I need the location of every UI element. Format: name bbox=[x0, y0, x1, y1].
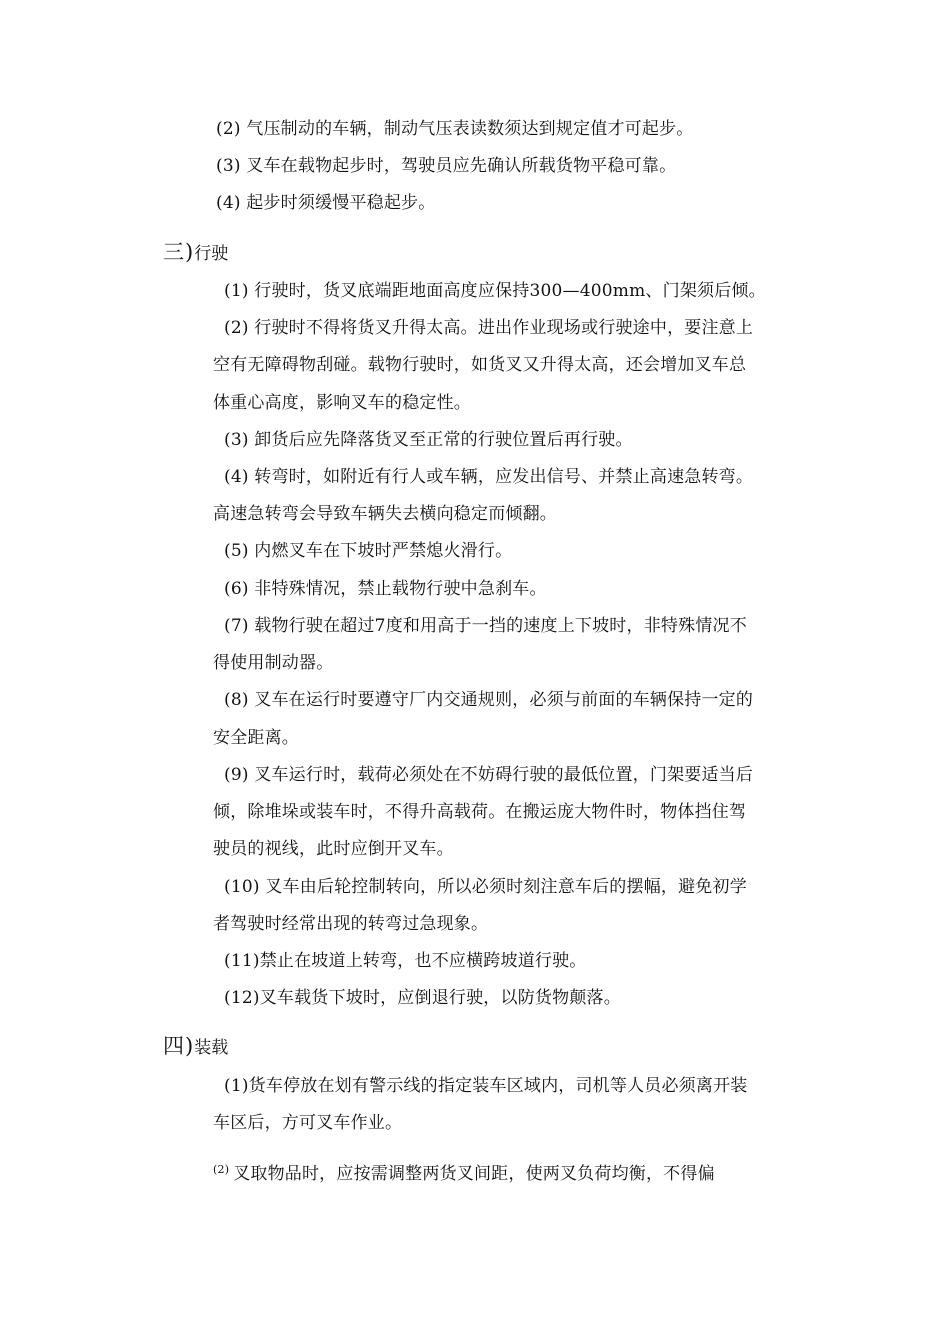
paragraph-line: (11)禁止在坡道上转弯，也不应横跨坡道行驶。 bbox=[224, 951, 587, 971]
paragraph-line: 得使用制动器。 bbox=[213, 653, 334, 673]
paragraph-line: 高速急转弯会导致车辆失去横向稳定而倾翻。 bbox=[213, 504, 557, 524]
paragraph-line: 体重心高度，影响叉车的稳定性。 bbox=[213, 393, 471, 413]
section-heading-loading bbox=[163, 1035, 228, 1059]
section-title: 装载 bbox=[194, 1038, 229, 1058]
paragraph-line: (1)货车停放在划有警示线的指定装车区域内，司机等人员必须离开装 bbox=[224, 1076, 748, 1096]
paragraph-line: 安全距离。 bbox=[213, 728, 299, 748]
paragraph-line: (2) 行驶时不得将货叉升得太高。进出作业现场或行驶途中，要注意上 bbox=[224, 318, 754, 338]
paragraph-line: (3) 卸货后应先降落货叉至正常的行驶位置后再行驶。 bbox=[224, 430, 633, 450]
paragraph-line: 空有无障碍物刮碰。载物行驶时，如货叉又升得太高，还会增加叉车总 bbox=[213, 355, 747, 375]
paragraph-line: (12)叉车载货下坡时，应倒退行驶，以防货物颠落。 bbox=[224, 988, 621, 1008]
item-text: 叉取物品时，应按需调整两货叉间距，使两叉负荷均衡，不得偏 bbox=[233, 1164, 715, 1184]
paragraph-line: (10) 叉车由后轮控制转向，所以必须时刻注意车后的摆幅，避免初学 bbox=[224, 877, 747, 897]
paragraph-line: 者驾驶时经常出现的转弯过急现象。 bbox=[213, 914, 489, 934]
paragraph-line: (5) 内燃叉车在下坡时严禁熄火滑行。 bbox=[224, 541, 513, 561]
paragraph-line-partial bbox=[213, 1160, 715, 1184]
paragraph-line: (9) 叉车运行时，载荷必须处在不妨碍行驶的最低位置，门架要适当后 bbox=[224, 765, 754, 785]
item-marker: (2) bbox=[213, 1163, 230, 1176]
section-number: 四) bbox=[163, 1034, 195, 1058]
paragraph-line: (3) 叉车在载物起步时，驾驶员应先确认所载货物平稳可靠。 bbox=[216, 156, 677, 176]
paragraph-line: (2) 气压制动的车辆，制动气压表读数须达到规定值才可起步。 bbox=[216, 119, 694, 139]
paragraph-line: (4) 起步时须缓慢平稳起步。 bbox=[216, 193, 436, 213]
paragraph-line: (8) 叉车在运行时要遵守厂内交通规则，必须与前面的车辆保持一定的 bbox=[224, 690, 754, 710]
paragraph-line: (7) 载物行驶在超过7度和用高于一挡的速度上下坡时，非特殊情况不 bbox=[224, 616, 747, 636]
section-number: 三) bbox=[163, 240, 195, 264]
paragraph-line: (1) 行驶时，货叉底端距地面高度应保持300—400mm、门架须后倾。 bbox=[224, 281, 766, 301]
section-title: 行驶 bbox=[194, 244, 229, 264]
paragraph-line: 驶员的视线，此时应倒开叉车。 bbox=[213, 839, 454, 859]
section-heading-driving bbox=[163, 241, 228, 265]
paragraph-line: (4) 转弯时，如附近有行人或车辆，应发出信号、并禁止高速急转弯。 bbox=[224, 467, 754, 487]
paragraph-line: 车区后，方可叉车作业。 bbox=[213, 1113, 403, 1133]
paragraph-line: 倾，除堆垛或装车时，不得升高载荷。在搬运庞大物件时，物体挡住驾 bbox=[213, 802, 747, 822]
paragraph-line: (6) 非特殊情况，禁止载物行驶中急刹车。 bbox=[224, 579, 547, 599]
